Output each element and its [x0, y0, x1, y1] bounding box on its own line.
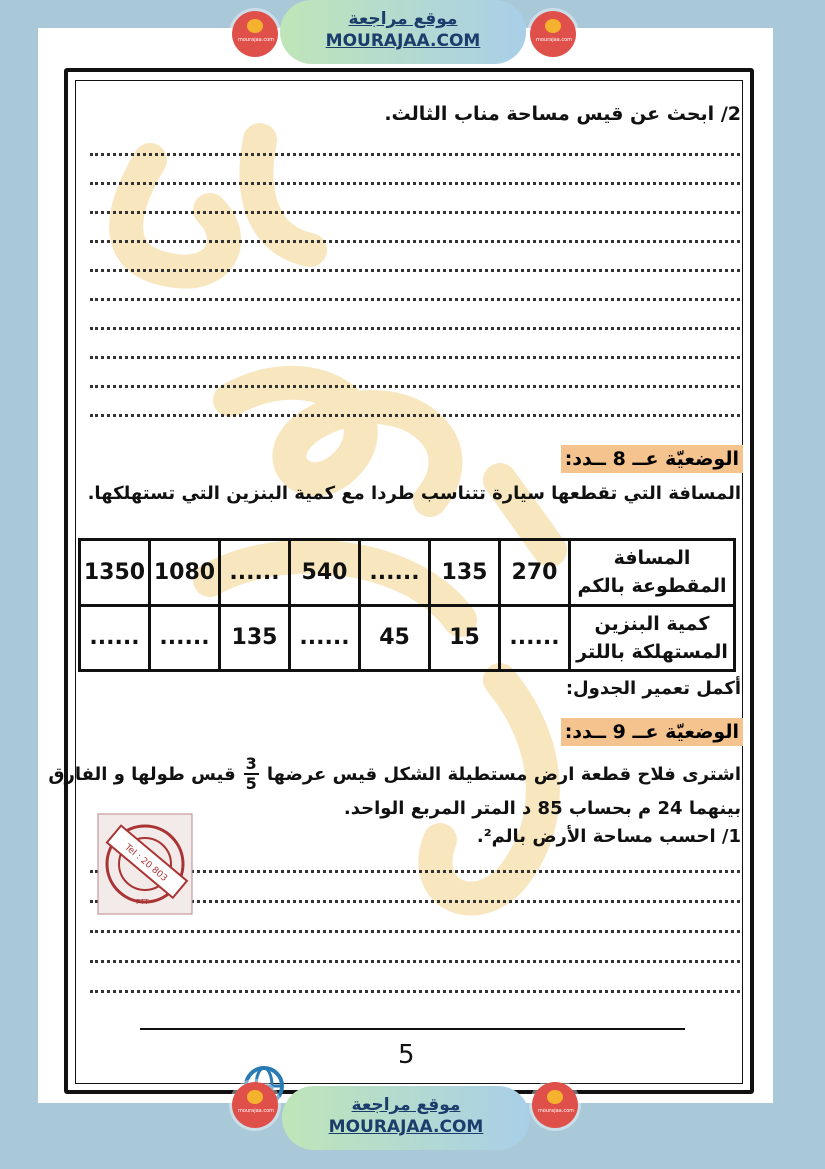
answer-line	[90, 180, 740, 185]
situation-9-question-1: 1/ احسب مساحة الأرض بالم².	[476, 826, 741, 847]
stamp-tel: Tel : 20 803	[122, 842, 169, 884]
question-2: 2/ ابحث عن قيس مساحة مناب الثالث.	[384, 103, 741, 125]
page-number: 5	[398, 1040, 415, 1070]
site-logo-right-top: mourajaa.com	[530, 11, 576, 57]
table-cell: 270	[500, 540, 570, 606]
table-cell: كمية البنزين المستهلكة باللتر	[570, 605, 735, 671]
footer-rule	[140, 1028, 685, 1030]
answer-line	[90, 354, 740, 359]
site-logo-left-top: mourajaa.com	[232, 11, 278, 57]
site-badge-top[interactable]	[280, 0, 526, 64]
badge-url: MOURAJAA.COM	[328, 1117, 484, 1137]
answer-line	[90, 928, 740, 933]
situation-9-title: الوضعيّة عــ 9 ــدد:	[561, 718, 743, 746]
table-instruction: أكمل تعمير الجدول:	[565, 678, 741, 699]
situation-8-title: الوضعيّة عــ 8 ــدد:	[561, 445, 743, 473]
table-cell: 15	[430, 605, 500, 671]
table-cell: ......	[80, 605, 150, 671]
table-cell: 135	[220, 605, 290, 671]
situation-9-text-b: قيس طولها و الفارق	[48, 763, 236, 785]
answer-line	[90, 151, 740, 156]
table-row	[80, 605, 735, 671]
badge-url: MOURAJAA.COM	[325, 31, 481, 51]
fraction-denominator: 5	[245, 774, 257, 793]
table-cell: ......	[220, 540, 290, 606]
stamp-ptt: PTT	[136, 898, 149, 906]
table-cell: المسافة المقطوعة بالكم	[570, 540, 735, 606]
answer-line	[90, 958, 740, 963]
answer-line	[90, 238, 740, 243]
answer-line	[90, 412, 740, 417]
answer-line	[90, 383, 740, 388]
answer-line	[90, 325, 740, 330]
situation-9-line2: بينهما 24 م بحساب 85 د المتر المربع الواحد.	[343, 798, 741, 819]
fraction-numerator: 3	[245, 754, 257, 773]
table-row	[80, 540, 735, 606]
table-cell: ......	[500, 605, 570, 671]
table-cell: 135	[430, 540, 500, 606]
table-cell: ......	[360, 540, 430, 606]
table-cell: 45	[360, 605, 430, 671]
situation-9-line1	[48, 755, 741, 793]
proportion-table	[78, 538, 736, 672]
badge-arabic: موقع مراجعة	[348, 9, 458, 29]
table-cell: 1080	[150, 540, 220, 606]
site-badge-bottom[interactable]	[282, 1086, 530, 1150]
fraction	[244, 755, 259, 793]
situation-8-text: المسافة التي تقطعها سيارة تتناسب طردا مع كمية البنزين التي تستهلكها.	[87, 483, 741, 504]
answer-line	[90, 209, 740, 214]
answer-line	[90, 296, 740, 301]
table-cell: ......	[290, 605, 360, 671]
site-logo-left-bottom: mourajaa.com	[232, 1082, 278, 1128]
answer-line	[90, 267, 740, 272]
ink-stamp	[96, 812, 194, 916]
table-cell: 540	[290, 540, 360, 606]
answer-line	[90, 988, 740, 993]
badge-arabic: موقع مراجعة	[351, 1095, 461, 1115]
situation-9-text-a: اشترى فلاح قطعة ارض مستطيلة الشكل قيس عرضها	[266, 763, 741, 785]
table-cell: 1350	[80, 540, 150, 606]
site-logo-right-bottom: mourajaa.com	[532, 1082, 578, 1128]
table-cell: ......	[150, 605, 220, 671]
